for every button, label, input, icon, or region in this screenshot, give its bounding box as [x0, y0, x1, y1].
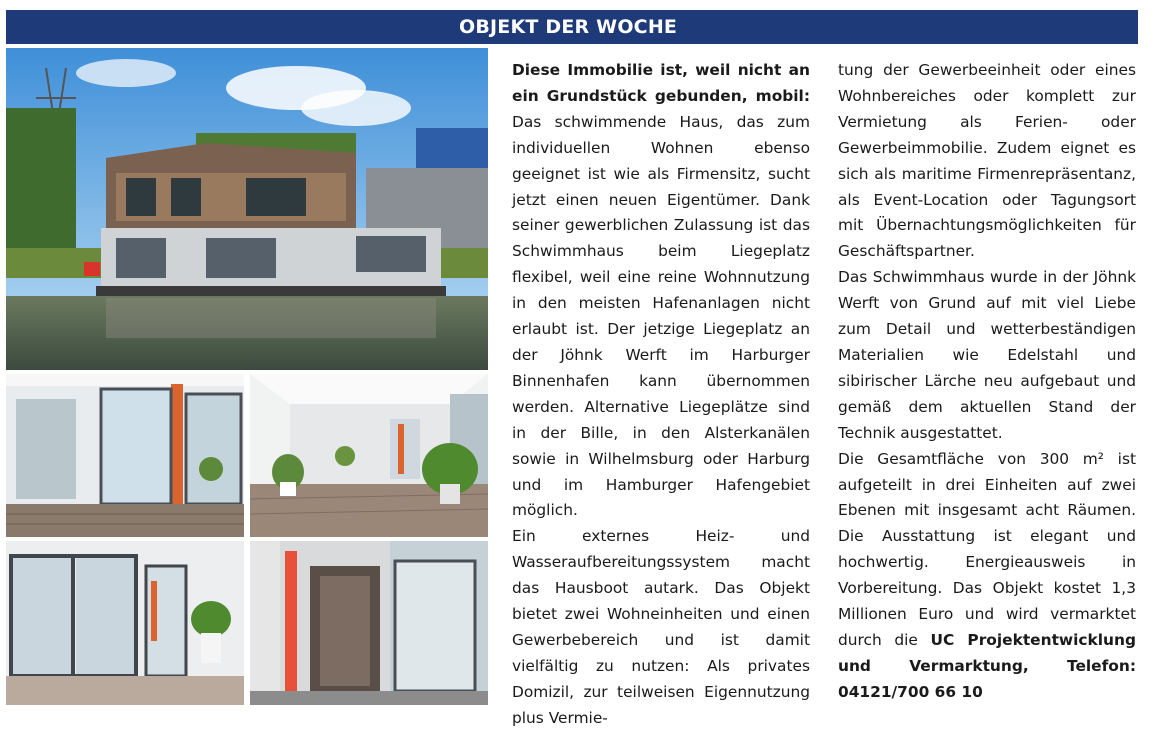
photo-houseboat: [6, 48, 488, 370]
photo-interior-glassfront: [6, 541, 244, 705]
article-column-2: [838, 58, 1136, 706]
article-column-1: [512, 58, 810, 732]
article-contact-bold: UC Projektentwicklung und Vermarktung, Telefon: 04121/700 66 10: [838, 630, 1136, 701]
article-paragraph-4: [838, 447, 1136, 706]
section-title: OBJEKT DER WOCHE: [459, 16, 678, 38]
article-lead-bold: Diese Immobilie ist, weil nicht an ein Grundstück gebunden, mobil:: [512, 61, 810, 105]
article-paragraph-3: Das Schwimmhaus wurde in der Jöhnk Werft von Grund auf mit viel Liebe zum Detail und wetterbeständigen Materialien wie Edelstahl und sibirischer Lärche neu aufgebaut und gemäß dem aktuellen Stand der Technik ausgestattet.: [838, 268, 1136, 442]
article-paragraph-lead: [512, 58, 810, 524]
article-paragraph-2a: Ein externes Heiz- und Wasseraufbereitungssystem macht das Hausboot autark. Das Objekt bietet zwei Wohneinheiten und einen Gewerbebereich und ist damit vielfältig zu nutzen: Als privates Domizil, zur teilweisen Eigennutzung plus Vermie-: [512, 527, 810, 727]
article-lead-text: Das schwimmende Haus, das zum individuellen Wohnen ebenso geeignet ist wie als Firmensitz, sucht jetzt einen neuen Eigentümer. Dank seiner gewerblichen Zulassung ist das Schwimmhaus beim Liegeplatz flexibel, weil eine reine Wohnnutzung in den meisten Hafenanlagen nicht erlaubt ist. Der jetzige Liegeplatz an der Jöhnk Werft im Harburger Binnenhafen kann übernommen werden. Alternative Liegeplätze sind in der Bille, in den Alsterkanälen sowie in Wilhelmsburg oder Harburg und im Hamburger Hafengebiet möglich.: [512, 112, 810, 520]
article-p4-text: Die Gesamtfläche von 300 m² ist aufgeteilt in drei Einheiten auf zwei Ebenen mit insgesamt acht Räumen. Die Ausstattung ist elegant und hochwertig. Energieausweis in Vorbereitung. Das Objekt kostet 1,3 Millionen Euro und wird vermarktet durch die: [838, 449, 1136, 649]
photo-interior-bath: [250, 541, 488, 705]
section-header: [6, 10, 1138, 44]
photo-interior-plants: [250, 374, 488, 537]
photo-interior-living: [6, 374, 244, 537]
article-paragraph-2b: tung der Gewerbeeinheit oder eines Wohnbereiches oder komplett zur Vermietung als Ferien- oder Gewerbeimmobilie. Zudem eignet es sich als maritime Firmenrepräsentanz, als Event-Location oder Tagungsort mit Übernachtungsmöglichkeiten für Geschäftspartner.: [838, 61, 1136, 261]
